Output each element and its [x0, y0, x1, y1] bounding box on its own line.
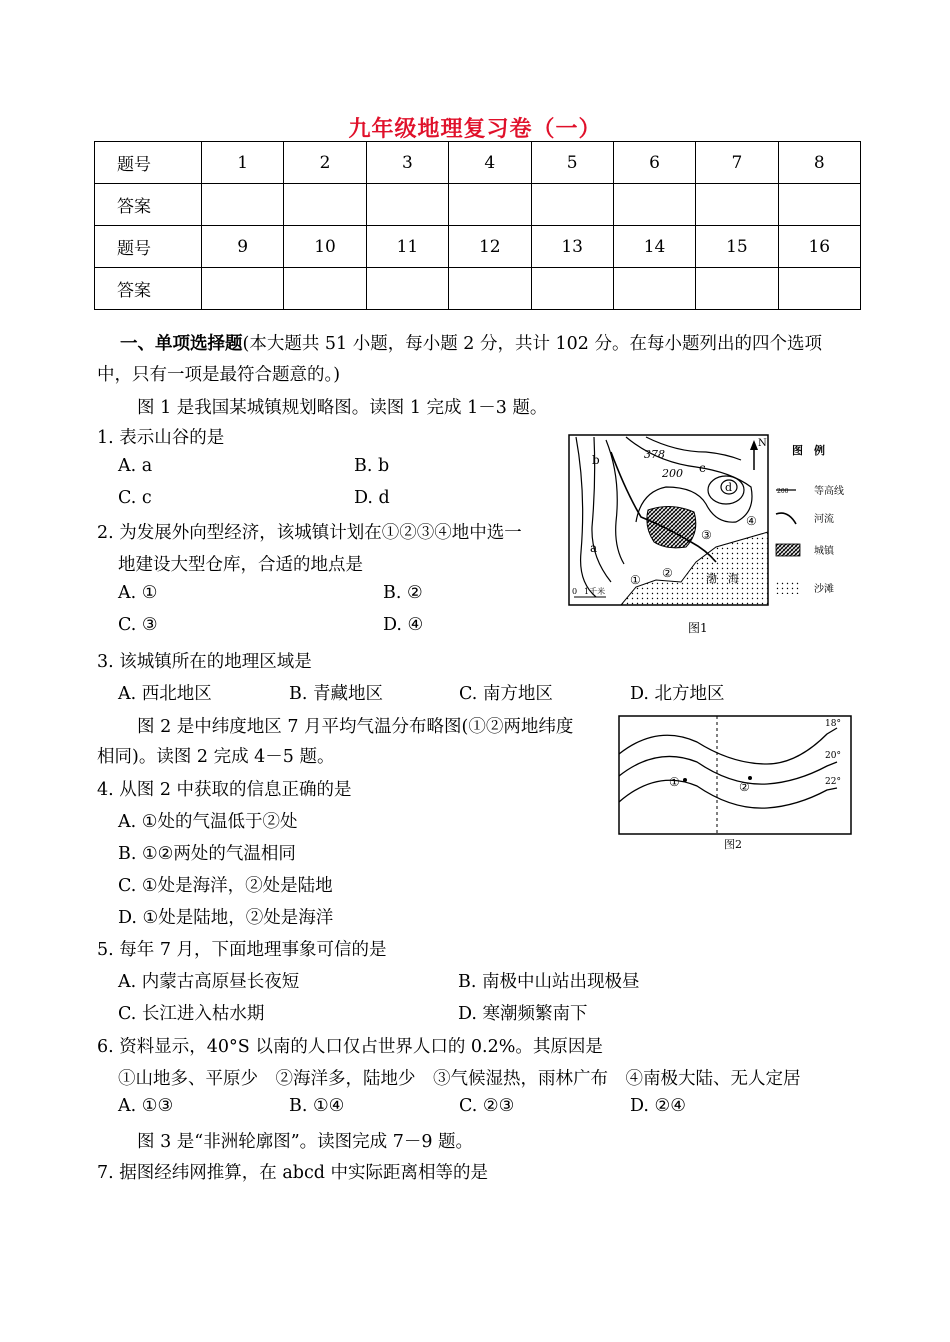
q5-option-d[interactable]: D. 寒潮频繁南下 [458, 1004, 588, 1024]
isotherm-label-18: 18° [825, 719, 841, 729]
beach-area [621, 532, 768, 605]
section-instr-line1: (本大题共 51 小题，每小题 2 分，共计 102 分。在每小题列出的四个选项 [242, 334, 823, 354]
label-c: c [699, 461, 706, 475]
answer-cell[interactable] [778, 184, 860, 226]
section-instr-line2: 中，只有一项是最符合题意的。) [97, 365, 341, 385]
figure-2-caption: 图2 [724, 838, 742, 851]
intro-fig1: 图 1 是我国某城镇规划略图。读图 1 完成 1－3 题。 [137, 398, 548, 418]
q2-option-b[interactable]: B. ② [383, 583, 423, 603]
table-cell: 12 [449, 226, 531, 268]
answer-cell[interactable] [449, 184, 531, 226]
table-cell: 1 [202, 142, 284, 184]
q1-option-a[interactable]: A. a [118, 456, 153, 476]
table-cell: 10 [284, 226, 366, 268]
legend-river-label: 河流 [814, 514, 834, 525]
label-d: d [725, 481, 733, 494]
figure-2-svg [617, 714, 857, 854]
q3-option-b[interactable]: B. 青藏地区 [289, 684, 383, 704]
legend-beach-icon [776, 582, 800, 594]
q2-option-c[interactable]: C. ③ [118, 615, 158, 635]
intro-fig2-line1: 图 2 是中纬度地区 7 月平均气温分布略图(①②两地纬度 [137, 717, 574, 737]
section-heading: 一、单项选择题 [120, 334, 243, 354]
q6-option-b[interactable]: B. ①④ [289, 1096, 345, 1116]
table-row [95, 184, 861, 226]
table-cell: 14 [613, 226, 695, 268]
q5-option-c[interactable]: C. 长江进入枯水期 [118, 1004, 265, 1024]
q5-stem: 5. 每年 7 月，下面地理事象可信的是 [97, 940, 387, 960]
table-cell: 3 [366, 142, 448, 184]
answer-cell[interactable] [366, 184, 448, 226]
answer-cell[interactable] [366, 268, 448, 310]
town-area [647, 506, 696, 547]
table-row-label: 题号 [95, 142, 202, 184]
q4-option-c[interactable]: C. ①处是海洋，②处是陆地 [118, 876, 333, 896]
label-a: a [590, 541, 598, 555]
legend-town-label: 城镇 [814, 546, 834, 557]
point-1-label: ① [669, 775, 680, 789]
table-row [95, 142, 861, 184]
page-title: 九年级地理复习卷（一） [348, 116, 602, 142]
q6-stem: 6. 资料显示，40°S 以南的人口仅占世界人口的 0.2%。其原因是 [97, 1037, 603, 1057]
table-row-label: 题号 [95, 226, 202, 268]
q3-stem: 3. 该城镇所在的地理区域是 [97, 652, 312, 672]
q3-option-c[interactable]: C. 南方地区 [459, 684, 553, 704]
table-cell: 4 [449, 142, 531, 184]
site-1: ① [630, 573, 641, 587]
q2-stem-line2: 地建设大型仓库，合适的地点是 [118, 555, 363, 575]
answer-cell[interactable] [449, 268, 531, 310]
north-arrow-head-icon [750, 440, 758, 450]
answer-cell[interactable] [202, 268, 284, 310]
q3-option-d[interactable]: D. 北方地区 [630, 684, 725, 704]
answer-cell[interactable] [613, 268, 695, 310]
q6-option-d[interactable]: D. ②④ [630, 1096, 686, 1116]
answer-table [94, 141, 861, 310]
answer-cell[interactable] [202, 184, 284, 226]
answer-cell[interactable] [613, 184, 695, 226]
table-cell: 8 [778, 142, 860, 184]
legend-contour-value: 200 [777, 488, 789, 495]
table-cell: 2 [284, 142, 366, 184]
table-cell: 5 [531, 142, 613, 184]
q4-stem: 4. 从图 2 中获取的信息正确的是 [97, 780, 352, 800]
table-cell: 13 [531, 226, 613, 268]
legend-title: 图 例 [792, 444, 825, 457]
table-cell: 9 [202, 226, 284, 268]
figure-2-isotherm-map [617, 714, 857, 854]
q1-option-b[interactable]: B. b [354, 456, 390, 476]
scale-km: 1千米 [584, 587, 606, 596]
isotherm-20 [619, 756, 837, 784]
intro-fig2-line2: 相同)。读图 2 完成 4－5 题。 [97, 747, 335, 767]
answer-cell[interactable] [531, 184, 613, 226]
q7-stem: 7. 据图经纬网推算，在 abcd 中实际距离相等的是 [97, 1163, 489, 1183]
point-1-dot [683, 778, 687, 782]
answer-cell[interactable] [284, 268, 366, 310]
q3-option-a[interactable]: A. 西北地区 [118, 684, 212, 704]
q4-option-b[interactable]: B. ①②两处的气温相同 [118, 844, 296, 864]
answer-cell[interactable] [531, 268, 613, 310]
intro-fig3: 图 3 是“非洲轮廓图”。读图完成 7－9 题。 [137, 1132, 474, 1152]
legend-river-icon [776, 513, 796, 524]
contour-label-200: 200 [662, 467, 683, 480]
sea-label: 渤 海 [706, 572, 739, 585]
legend-contour-label: 等高线 [814, 486, 844, 497]
answer-cell[interactable] [696, 268, 778, 310]
q5-option-a[interactable]: A. 内蒙古高原昼长夜短 [118, 972, 300, 992]
q1-stem: 1. 表示山谷的是 [97, 428, 225, 448]
table-row-label: 答案 [95, 184, 202, 226]
figure-1-town-map [566, 432, 856, 642]
point-2-dot [748, 776, 752, 780]
site-4: ④ [746, 514, 757, 528]
label-b: b [592, 453, 600, 467]
north-label: N [758, 438, 767, 449]
q2-stem-line1: 2. 为发展外向型经济，该城镇计划在①②③④地中选一 [97, 523, 522, 543]
contour-label-378: 378 [644, 448, 665, 461]
answer-cell[interactable] [778, 268, 860, 310]
q2-option-d[interactable]: D. ④ [383, 615, 424, 635]
q6-option-a[interactable]: A. ①③ [118, 1096, 174, 1116]
table-cell: 15 [696, 226, 778, 268]
legend-town-icon [776, 544, 800, 556]
table-row [95, 268, 861, 310]
isotherm-22 [619, 780, 837, 808]
site-3: ③ [701, 528, 712, 542]
table-cell: 16 [778, 226, 860, 268]
answer-cell[interactable] [284, 184, 366, 226]
table-cell: 7 [696, 142, 778, 184]
contour-line [606, 440, 624, 564]
figure-1-svg [566, 432, 856, 642]
legend-beach-label: 沙滩 [814, 584, 834, 595]
table-cell: 6 [613, 142, 695, 184]
q6-statements: ①山地多、平原少 ②海洋多，陆地少 ③气候湿热，雨林广布 ④南极大陆、无人定居 [118, 1069, 801, 1089]
q1-option-d[interactable]: D. d [354, 488, 390, 508]
table-row-label: 答案 [95, 268, 202, 310]
isotherm-label-22: 22° [825, 777, 841, 787]
q4-option-d[interactable]: D. ①处是陆地，②处是海洋 [118, 908, 334, 928]
q6-option-c[interactable]: C. ②③ [459, 1096, 515, 1116]
answer-cell[interactable] [696, 184, 778, 226]
figure-2-frame [619, 716, 851, 834]
q2-option-a[interactable]: A. ① [118, 583, 158, 603]
isotherm-label-20: 20° [825, 751, 841, 761]
table-cell: 11 [366, 226, 448, 268]
section-instructions [120, 330, 822, 355]
scale-zero: 0 [572, 587, 578, 596]
table-row [95, 226, 861, 268]
site-2: ② [662, 566, 673, 580]
q1-option-c[interactable]: C. c [118, 488, 152, 508]
figure-1-caption: 图1 [688, 621, 708, 635]
point-2-label: ② [739, 780, 750, 794]
q5-option-b[interactable]: B. 南极中山站出现极昼 [458, 972, 640, 992]
q4-option-a[interactable]: A. ①处的气温低于②处 [118, 812, 298, 832]
